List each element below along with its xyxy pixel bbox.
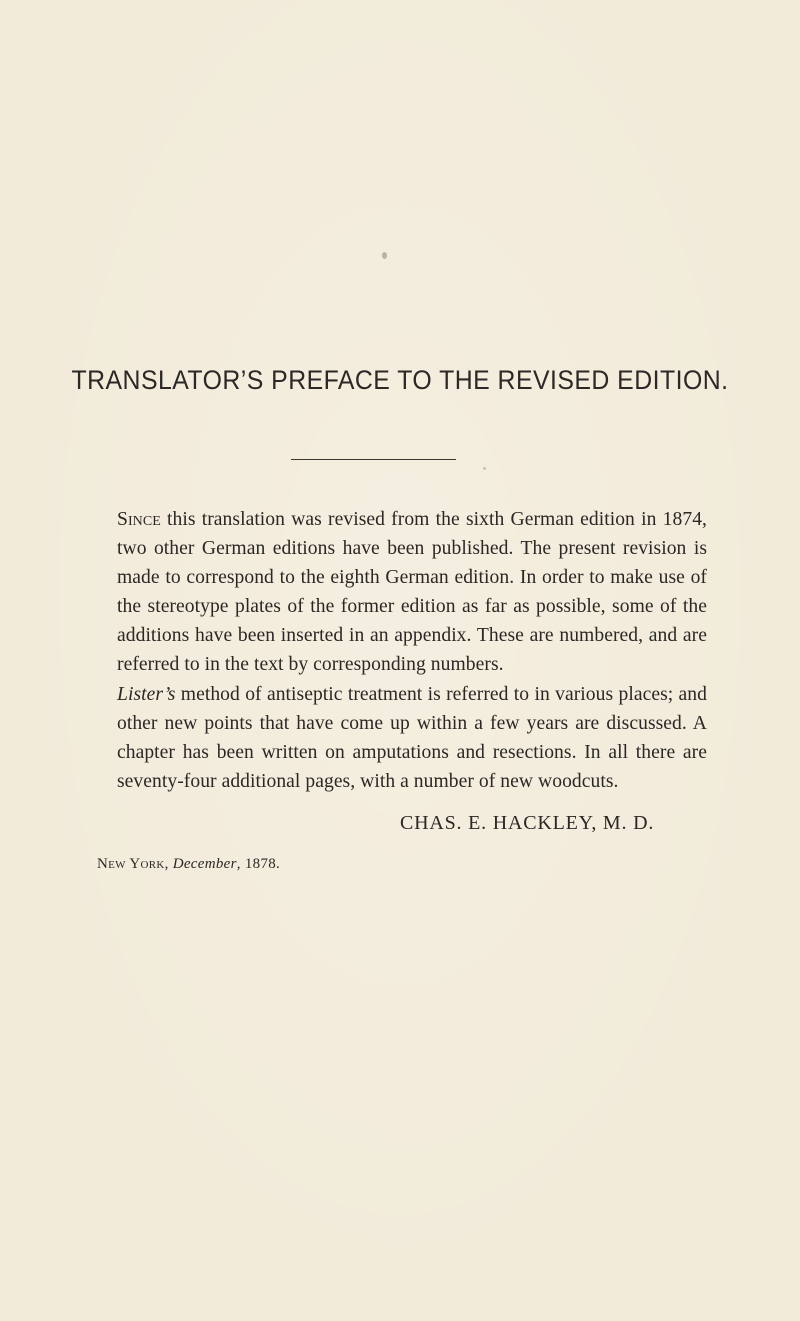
- title-divider: [291, 459, 456, 460]
- ink-speck: [382, 252, 387, 259]
- ink-speck: [483, 467, 486, 470]
- dateline-year: , 1878.: [236, 856, 281, 872]
- paragraph-2: [97, 680, 707, 796]
- dateline-month: December: [172, 856, 237, 872]
- paragraph-2-lead: Lister’s: [117, 683, 176, 705]
- translator-signature: CHAS. E. HACKLEY, M. D.: [400, 812, 655, 834]
- paragraph-1: [97, 505, 707, 680]
- dateline: [97, 856, 280, 873]
- paragraph-1-lead: Since: [117, 509, 161, 530]
- paragraph-2-text: method of antiseptic treatment is referred to in various places; and other new points that have come up within a few years are discussed. A chapter has been written on amputations and resections. In all there are seventy-four additional pages, with a number of new woodcuts.: [117, 683, 707, 792]
- page-title: TRANSLATOR’S PREFACE TO THE REVISED EDITION.: [71, 365, 729, 395]
- preface-body: [97, 505, 707, 796]
- dateline-place: New York,: [97, 856, 169, 872]
- paragraph-1-text: this translation was revised from the sixth German edition in 1874, two other German editions have been published. The present revision is made to correspond to the eighth German edition. In order to make use of the stereotype plates of the former edition as far as possible, some of the additions have been inserted in an appendix. These are numbered, and are referred to in the text by corresponding numbers.: [117, 509, 707, 676]
